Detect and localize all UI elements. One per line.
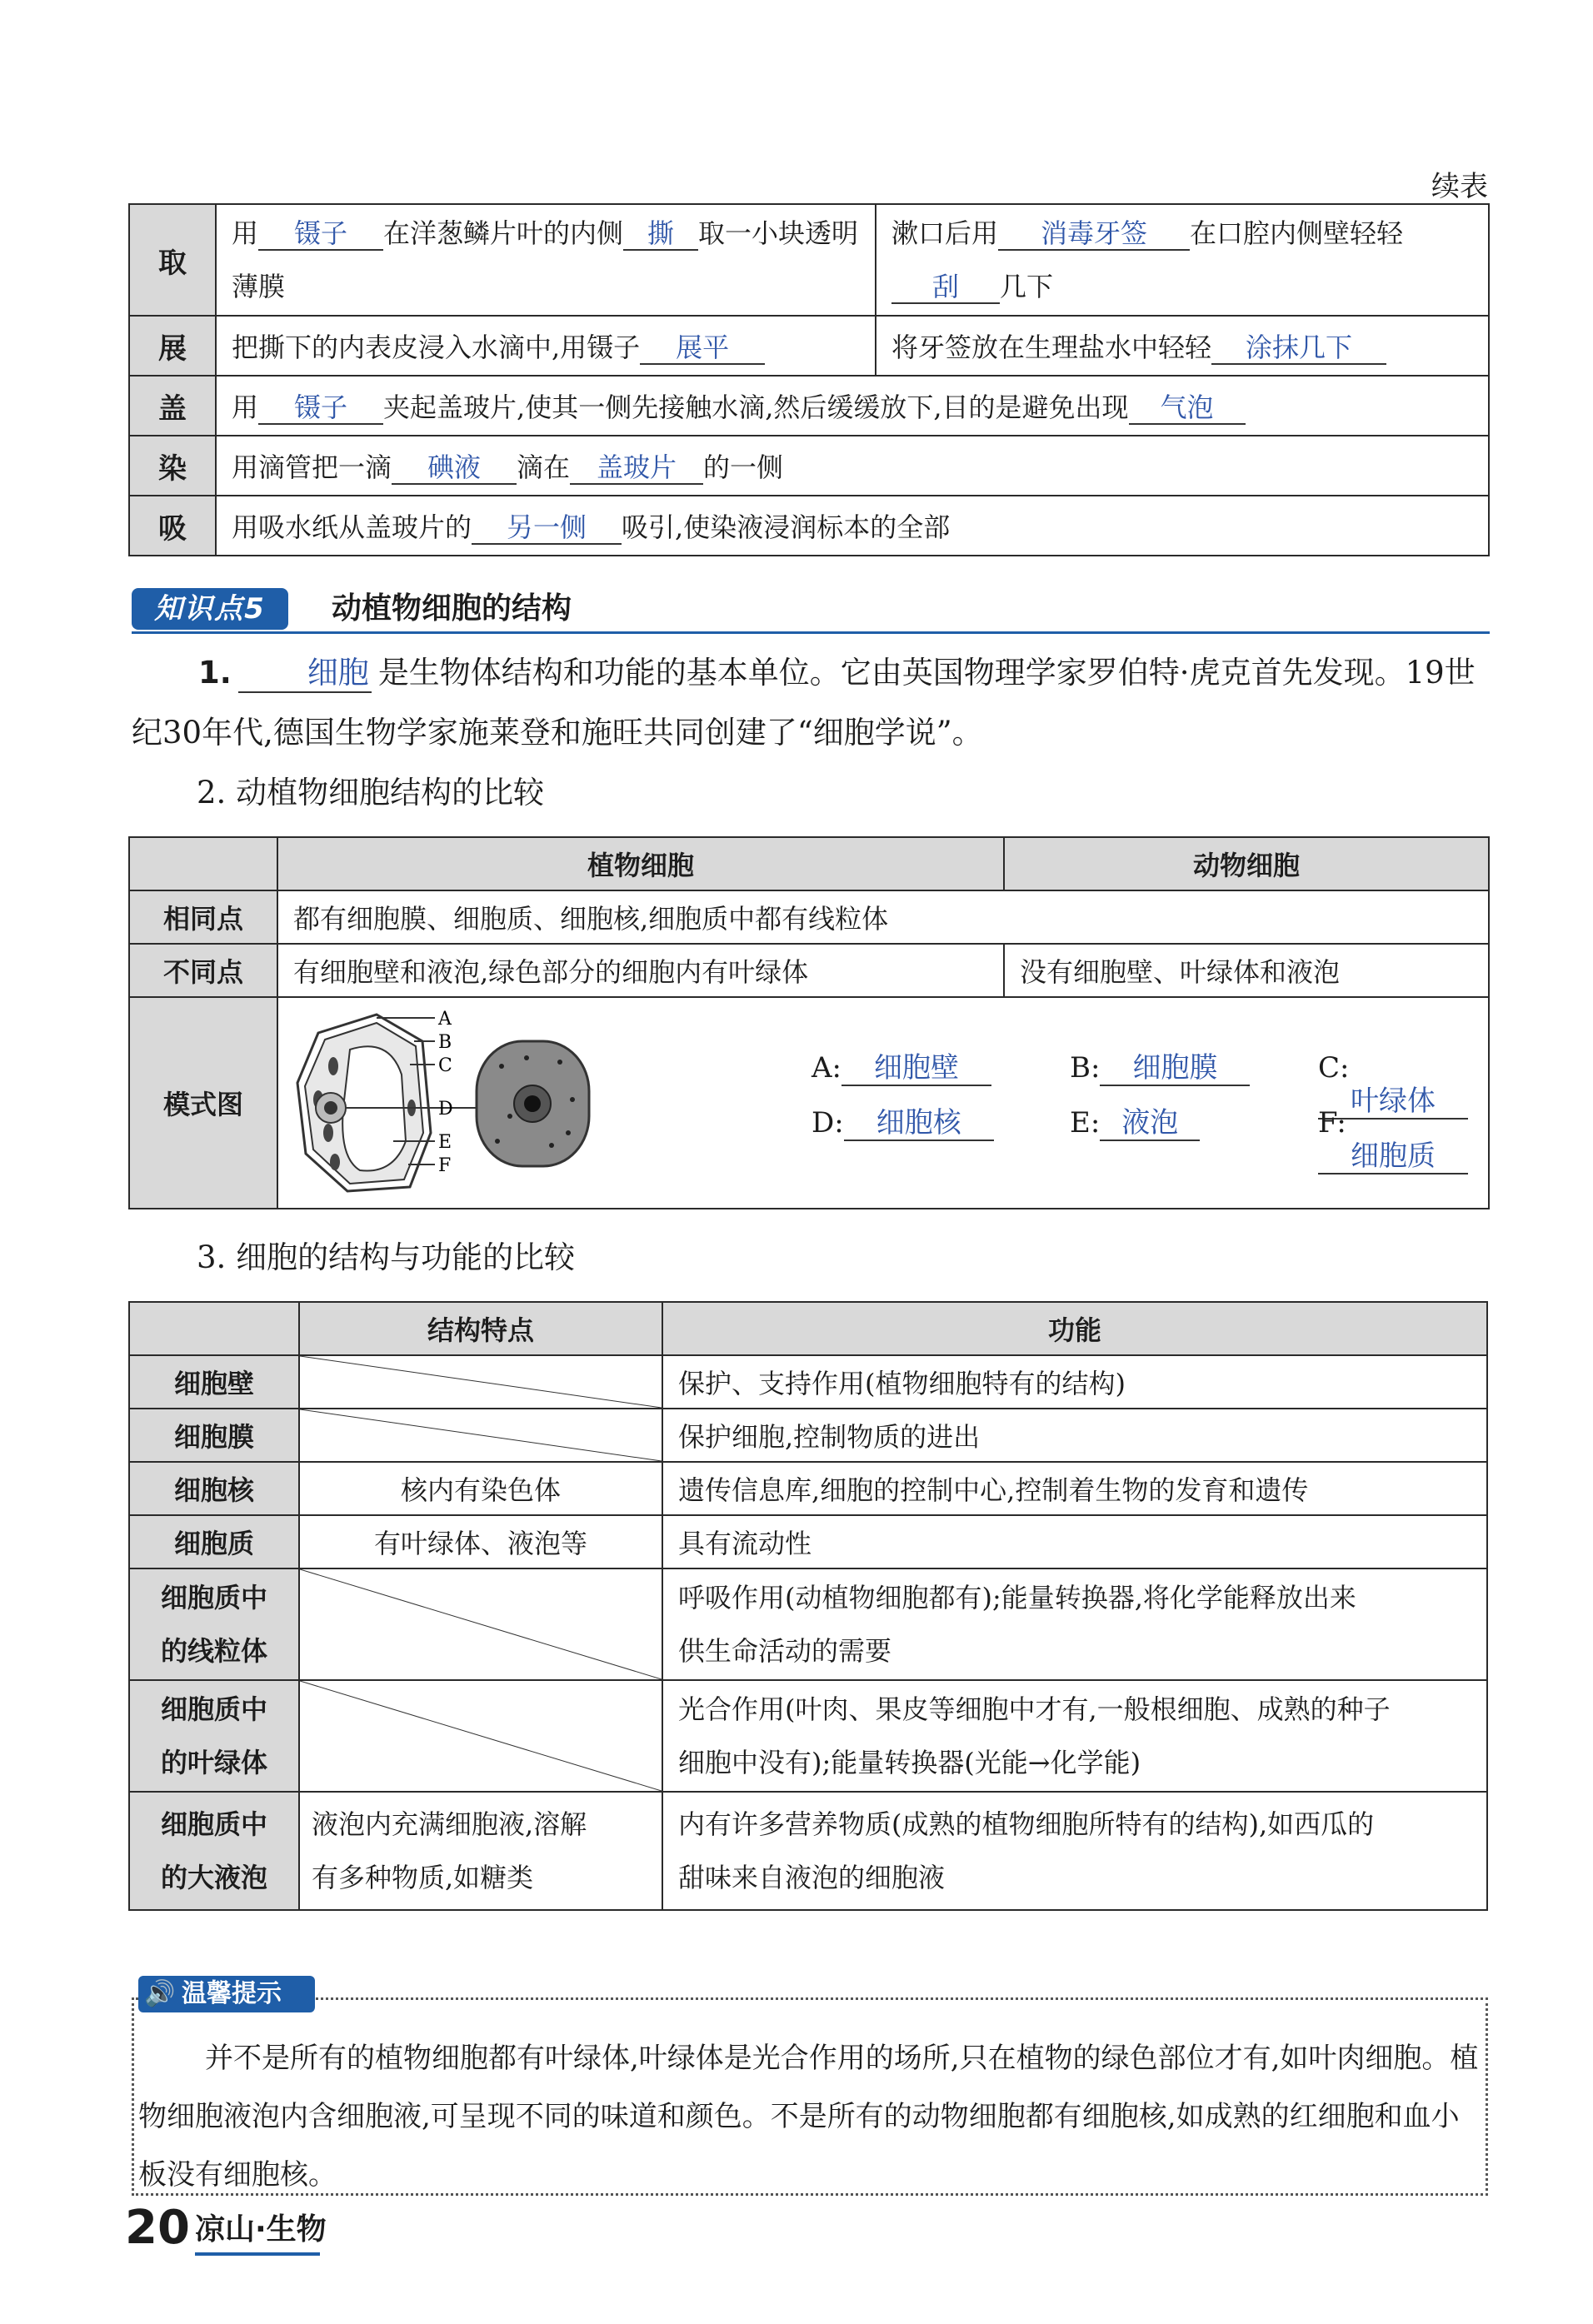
answer-blank: 涂抹几下 — [1211, 332, 1386, 365]
answer-blank: 另一侧 — [472, 512, 622, 545]
answer-blank: 镊子 — [258, 392, 383, 425]
answer-f: F:细胞质 — [1318, 1106, 1488, 1174]
diff-animal-text: 没有细胞壁、叶绿体和液泡 — [1004, 944, 1489, 997]
function-cell: 遗传信息库,细胞的控制中心,控制着生物的发育和遗传 — [662, 1462, 1487, 1515]
row-label-same: 相同点 — [129, 890, 277, 944]
speaker-icon: 🔊 — [144, 1979, 176, 2008]
letter-f: F — [438, 1155, 452, 1176]
animal-procedure-cell: 漱口后用 消毒牙签 在口腔内侧壁轻轻 刮 几下 — [876, 204, 1489, 316]
letter-a: A — [438, 1009, 452, 1030]
answer-b: B: 细胞膜 — [1070, 1051, 1250, 1086]
answer-blank: 撕 — [623, 218, 698, 251]
tip-text: 并不是所有的植物细胞都有叶绿体,叶绿体是光合作用的场所,只在植物的绿色部位才有,如叶肉细胞。植物细胞液泡内含细胞液,可呈现不同的味道和颜色。不是所有的动物细胞都有细胞核,如成熟的红细胞和血小板没有细胞核。 — [138, 2042, 1479, 2192]
page-number: 20 — [125, 2201, 190, 2255]
answer-blank: 消毒牙签 — [998, 218, 1190, 251]
step-label: 染 — [129, 436, 216, 496]
structure-cell: 有叶绿体、液泡等 — [299, 1515, 662, 1568]
item-1-paragraph: 1. 细胞 是生物体结构和功能的基本单位。它由英国物理学家罗伯特·虎克首先发现。19世纪30年代,德国生物学家施莱登和施旺共同创建了“细胞学说”。 — [132, 655, 1476, 751]
answer-c: C:叶绿体 — [1318, 1051, 1488, 1120]
function-cell: 呼吸作用(动植物细胞都有);能量转换器,将化学能释放出来 供生命活动的需要 — [662, 1568, 1487, 1680]
corner-cell — [129, 837, 277, 890]
answer-blank: 盖玻片 — [570, 452, 703, 485]
structure-function-table — [128, 1301, 1488, 1911]
plant-procedure-cell: 用 镊子 在洋葱鳞片叶的内侧 撕 取一小块透明薄膜 — [216, 204, 876, 316]
answer-a: A: 细胞壁 — [811, 1051, 991, 1086]
header-structure: 结构特点 — [299, 1302, 662, 1355]
function-cell: 保护细胞,控制物质的进出 — [662, 1409, 1487, 1462]
structure-cell-empty — [299, 1355, 662, 1409]
row-label-diff: 不同点 — [129, 944, 277, 997]
letter-d: D — [438, 1099, 453, 1120]
function-cell: 内有许多营养物质(成熟的植物细胞所特有的结构),如西瓜的 甜味来自液泡的细胞液 — [662, 1792, 1487, 1910]
answer-blank: 气泡 — [1129, 392, 1246, 425]
procedure-table — [128, 203, 1490, 556]
animal-nucleolus — [524, 1095, 541, 1112]
function-cell: 具有流动性 — [662, 1515, 1487, 1568]
row-name: 细胞壁 — [129, 1355, 299, 1409]
plant-procedure-cell: 把撕下的内表皮浸入水滴中,用镊子 展平 — [216, 316, 876, 376]
tip-badge: 🔊 温馨提示 — [138, 1976, 315, 2012]
footer-underline — [195, 2252, 320, 2256]
step-label: 盖 — [129, 376, 216, 436]
step-label: 展 — [129, 316, 216, 376]
item-3-heading: 3. 细胞的结构与功能的比较 — [197, 1239, 576, 1275]
structure-cell-empty — [299, 1409, 662, 1462]
structure-cell-empty — [299, 1680, 662, 1792]
letter-b: B — [438, 1032, 452, 1053]
procedure-cell: 用吸水纸从盖玻片的 另一侧 吸引,使染液浸润标本的全部 — [216, 496, 1489, 556]
cell-comparison-table — [128, 836, 1490, 1209]
row-name: 细胞质 — [129, 1515, 299, 1568]
row-name: 细胞质中 的叶绿体 — [129, 1680, 299, 1792]
row-name: 细胞膜 — [129, 1409, 299, 1462]
header-function: 功能 — [662, 1302, 1487, 1355]
answer-blank: 碘液 — [392, 452, 517, 485]
same-points-text: 都有细胞膜、细胞质、细胞核,细胞质中都有线粒体 — [277, 890, 1489, 944]
animal-procedure-cell: 将牙签放在生理盐水中轻轻 涂抹几下 — [876, 316, 1489, 376]
structure-cell: 核内有染色体 — [299, 1462, 662, 1515]
structure-cell: 液泡内充满细胞液,溶解 有多种物质,如糖类 — [299, 1792, 662, 1910]
procedure-cell: 用 镊子 夹起盖玻片,使其一侧先接触水滴,然后缓缓放下,目的是避免出现 气泡 — [216, 376, 1489, 436]
row-name: 细胞质中 的大液泡 — [129, 1792, 299, 1910]
model-diagram-cell — [277, 997, 1489, 1209]
chloroplast — [328, 1057, 338, 1075]
continued-label: 续表 — [1431, 170, 1488, 203]
nucleolus — [324, 1101, 337, 1115]
diff-plant-text: 有细胞壁和液泡,绿色部分的细胞内有叶绿体 — [277, 944, 1004, 997]
answer-blank: 刮 — [891, 272, 1000, 304]
corner-cell — [129, 1302, 299, 1355]
answer-blank: 展平 — [640, 332, 765, 365]
answer-blank: 细胞 — [238, 656, 372, 693]
answer-e: E: 液泡 — [1070, 1106, 1200, 1141]
chloroplast — [323, 1124, 333, 1142]
header-animal: 动物细胞 — [1004, 837, 1489, 890]
letter-c: C — [438, 1055, 452, 1076]
footer-title: 凉山·生物 — [195, 2212, 327, 2247]
item-2-heading: 2. 动植物细胞结构的比较 — [197, 775, 545, 810]
row-name: 细胞核 — [129, 1462, 299, 1515]
cell-diagram — [285, 1008, 610, 1199]
section-divider — [132, 631, 1490, 634]
section-title: 动植物细胞的结构 — [332, 591, 572, 626]
procedure-cell: 用滴管把一滴 碘液 滴在 盖玻片 的一侧 — [216, 436, 1489, 496]
header-plant: 植物细胞 — [277, 837, 1004, 890]
structure-cell-empty — [299, 1568, 662, 1680]
row-name: 细胞质中 的线粒体 — [129, 1568, 299, 1680]
letter-e: E — [438, 1132, 452, 1153]
knowledge-point-badge: 知识点5 — [132, 588, 288, 630]
answer-blank: 镊子 — [258, 218, 383, 251]
chloroplast — [330, 1154, 340, 1170]
answer-d: D: 细胞核 — [811, 1106, 994, 1141]
step-label: 取 — [129, 204, 216, 316]
row-label-model: 模式图 — [129, 997, 277, 1209]
function-cell: 光合作用(叶肉、果皮等细胞中才有,一般根细胞、成熟的种子 细胞中没有);能量转换器(光能→化学能) — [662, 1680, 1487, 1792]
function-cell: 保护、支持作用(植物细胞特有的结构) — [662, 1355, 1487, 1409]
step-label: 吸 — [129, 496, 216, 556]
